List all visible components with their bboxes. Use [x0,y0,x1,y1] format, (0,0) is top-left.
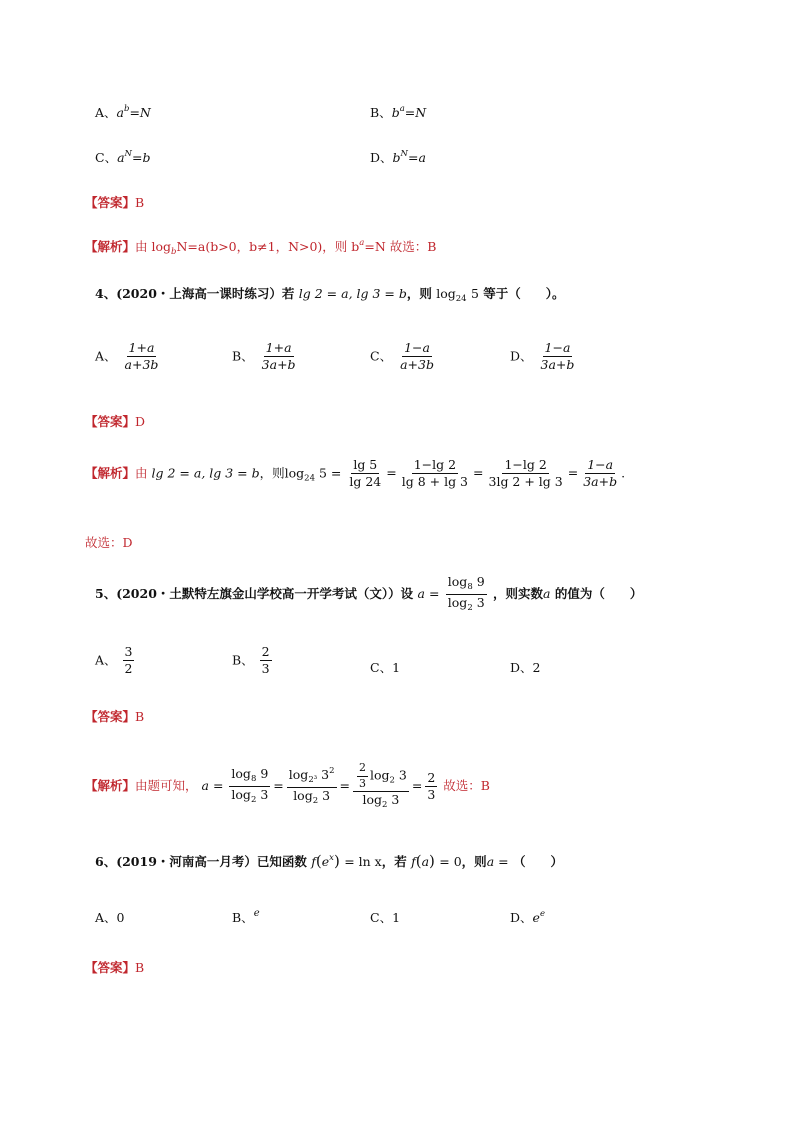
option-label: D、 [510,660,533,675]
analysis-fraction-4 [425,771,437,803]
q5-analysis [85,762,490,811]
fraction-numerator: 2 [357,762,368,777]
answer-value: B [135,195,145,210]
analysis-text: ，则 [259,465,285,481]
fraction-denominator [446,595,487,614]
option-base: a [116,105,124,120]
fraction-numerator: 1+a [264,341,294,357]
stem-e: e [321,854,330,869]
option-base: b [391,105,400,120]
q3-answer [85,193,144,211]
option-base: b [392,150,401,165]
option-value: 1 [392,660,401,675]
q4-stem [95,284,565,304]
log-arg: 9 [260,766,269,782]
analysis-log-base: 24 [304,473,315,484]
option-label: D、 [370,150,393,165]
fraction-numerator [229,767,270,787]
option-exponent: b [123,104,130,114]
stem-condition: lg 2 = a, lg 3 = b [298,286,407,301]
analysis-tag: 【解析】 [85,465,136,481]
fraction-numerator: 1−a [585,458,615,474]
fraction-denominator: 3a+b [261,357,296,373]
paren-close: ) [333,852,340,870]
answer-tag: 【答案】 [85,709,136,724]
option-fraction [539,341,577,373]
fraction-numerator: 2 [260,645,272,661]
option-label: C、 [95,150,118,165]
answer-value: D [135,414,146,429]
fraction-denominator [229,787,270,806]
analysis-fraction-3 [353,762,409,811]
stem-exponent-x: x [329,853,334,863]
q5-option-d [510,658,540,676]
fraction-denominator: 3a+b [583,474,618,490]
equals-sign: = [386,465,397,481]
fraction-denominator [360,792,401,811]
analysis-fraction-1 [347,458,383,490]
q6-answer [85,958,144,976]
q5-option-c [370,658,400,676]
stem-zero: = 0 [439,854,462,869]
option-label: A、 [95,105,117,120]
fraction-denominator: lg 8 + lg 3 [401,474,469,490]
log-arg: 3 [391,792,400,808]
q5-option-a [95,645,136,677]
option-label: D、 [510,348,533,364]
fraction-numerator: 2 [425,771,437,787]
coefficient-fraction [357,762,368,790]
analysis-fraction-3 [487,458,565,490]
fraction-denominator: 2 [124,661,133,677]
stem-log: log [436,286,456,301]
log-arg: 3 [260,787,269,803]
stem-text: ，则实数 [493,585,544,601]
stem-func-f: f [411,854,416,869]
paren-open: ( [315,852,322,870]
log-arg-exponent: 2 [329,765,335,776]
fraction-numerator: 1−lg 2 [412,458,458,474]
option-exponent: N [400,149,408,159]
q5-stem [95,575,642,614]
fraction-numerator [287,767,337,788]
log-base: 2 [389,775,395,786]
fraction-numerator: 1−lg 2 [502,458,548,474]
log-arg: 3 [398,767,407,783]
q6-option-a [95,908,124,926]
fraction-denominator: lg 24 [349,474,382,490]
stem-eq: = ln x [344,854,382,869]
q4-option-c [370,341,438,373]
option-label: B、 [370,105,392,120]
analysis-condition: lg 2 = a, lg 3 = b [151,465,260,481]
stem-text: （ ） [512,854,563,869]
fraction-numerator [446,575,487,595]
log-arg: 3 [476,594,485,610]
option-value: 1 [392,910,401,925]
analysis-conclusion: 故选：B [443,778,490,794]
fraction-denominator: a+3b [124,357,159,373]
q4-option-d [510,341,578,373]
analysis-fraction-2 [287,767,337,807]
q3-option-a [95,103,151,121]
analysis-subscript: b [171,247,177,257]
option-label: C、 [370,910,393,925]
analysis-log: log [284,465,305,481]
option-value: 2 [532,660,541,675]
log: log [447,574,468,589]
option-exponent: a [399,104,405,114]
fraction-numerator: 1−a [543,341,573,357]
fraction-denominator: 3 [358,776,366,790]
option-rest: =a [407,150,426,165]
option-rest: =N [129,105,151,120]
q4-option-b [232,341,300,373]
stem-text: 等于（ ）。 [483,286,565,301]
analysis-tag: 【解析】 [85,778,136,794]
equals-sign: = [473,465,484,481]
fraction-numerator: 1−a [402,341,432,357]
fraction-numerator: 1+a [127,341,157,357]
stem-func-f: f [311,854,316,869]
analysis-text: 由 log [135,239,172,254]
stem-text: 4、(2020・上海高一课时练习）若 [95,286,295,301]
option-fraction [398,341,436,373]
equals-sign: = [411,778,423,794]
stem-text: 6、(2019・河南高一月考）已知函数 [95,854,307,869]
analysis-log-arg: 5 = [318,465,342,481]
log-base: 2³ [308,774,318,785]
option-label: C、 [370,348,393,364]
option-label: C、 [370,660,393,675]
stem-log-base: 24 [455,294,467,304]
stem-log-arg: 5 [470,286,479,301]
log: log [369,767,390,783]
log-arg: 3 [322,787,331,803]
stem-a2: a = [486,854,509,869]
stem-text: ，则 [461,854,487,869]
log: log [231,766,251,782]
option-base: a [117,150,125,165]
log-base: 8 [250,774,257,785]
fraction-denominator [291,788,332,807]
fraction-denominator: 3 [427,787,436,803]
option-label: A、 [95,910,117,925]
q4-conclusion: 故选：D [85,535,133,550]
option-fraction [123,645,135,677]
option-fraction [123,341,161,373]
stem-text: ，若 [381,854,407,869]
paren-open: ( [415,852,422,870]
equals-sign: = [339,778,350,794]
answer-tag: 【答案】 [85,414,136,429]
q6-stem [95,852,563,870]
option-label: D、 [510,910,533,925]
stem-text: 5、(2020・土默特左旗金山学校高一开学考试（文））设 [95,585,414,601]
q5-answer [85,707,144,725]
log: log [288,766,309,782]
option-exponent: e [539,909,545,919]
q4-answer [85,412,145,430]
log: log [362,792,383,808]
log-base: 2 [312,795,319,806]
stem-a: a [421,854,430,869]
log-base: 2 [467,602,473,613]
stem-var-a: a = [417,585,440,601]
analysis-text: 由题可知， [135,778,198,794]
fraction-denominator: 3a+b [540,357,575,373]
analysis-text: =N 故选：B [364,239,437,254]
q6-option-d [510,908,545,926]
stem-text: 的值为（ ） [554,585,643,601]
fraction-numerator [353,762,409,792]
q6-option-b [232,908,260,926]
analysis-var-a: a = [201,778,224,794]
option-label: B、 [232,348,254,364]
q3-option-d [370,148,426,166]
answer-tag: 【答案】 [85,960,136,975]
q6-option-c [370,908,400,926]
log-base: 2 [250,795,257,806]
option-fraction [260,341,298,373]
option-label: A、 [95,348,117,364]
log-arg: 9 [476,574,485,589]
option-exponent: N [124,149,132,159]
q4-option-a [95,341,162,373]
q3-option-c [95,148,150,166]
option-rest: =N [404,105,427,120]
option-label: B、 [232,652,254,668]
fraction-numerator: 3 [123,645,135,661]
log-base: 2 [382,800,388,811]
q3-option-b [370,103,426,121]
option-rest: =b [131,150,151,165]
option-value: e [253,908,260,919]
analysis-tag: 【解析】 [85,239,136,254]
answer-value: B [135,709,145,724]
option-fraction [260,645,272,677]
log-base: 8 [467,582,473,592]
option-label: A、 [95,652,117,668]
answer-tag: 【答案】 [85,195,136,210]
option-base: e [532,910,540,925]
log: log [231,787,251,803]
period: . [621,465,626,481]
paren-close: ) [429,852,435,870]
equals-sign: = [567,465,579,481]
option-value: 0 [116,910,125,925]
analysis-fraction-2 [400,458,470,490]
fraction-denominator: 3 [261,661,270,677]
analysis-fraction-4 [581,458,619,490]
analysis-text: N=a(b>0，b≠1，N>0)，则 b [176,239,360,254]
q4-analysis [85,458,625,490]
q3-analysis [85,237,436,257]
answer-value: B [135,960,145,975]
stem-var: a [543,585,551,601]
analysis-fraction-1 [229,767,270,806]
log: log [293,787,313,803]
log: log [447,594,468,610]
option-label: B、 [232,910,254,925]
analysis-text: 由 [135,465,148,481]
fraction-denominator: 3lg 2 + lg 3 [488,474,563,490]
fraction-numerator: lg 5 [351,458,379,474]
log-arg: 3 [321,766,330,782]
analysis-superscript: a [359,238,365,248]
equals-sign: = [273,778,284,794]
stem-fraction [446,575,487,614]
fraction-denominator: a+3b [400,357,434,373]
q5-option-b [232,645,274,677]
stem-text: ，则 [406,286,432,301]
